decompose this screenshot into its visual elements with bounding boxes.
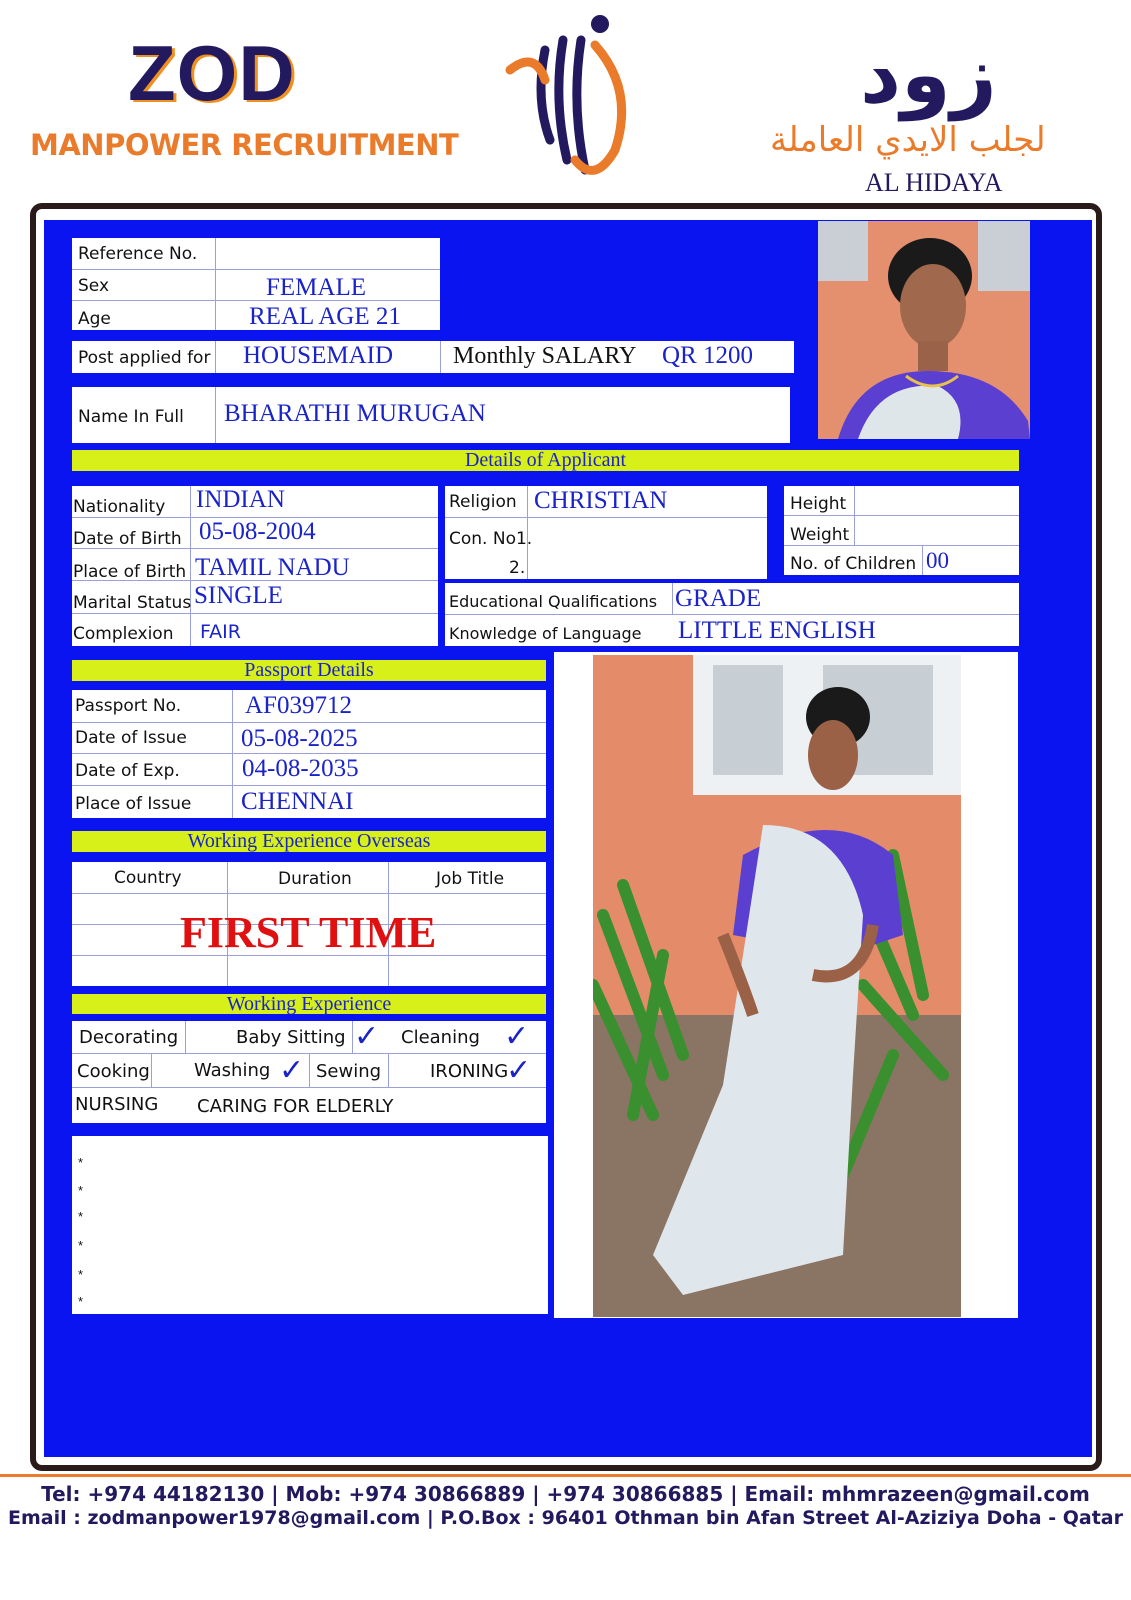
skill-sewing: Sewing [316,1061,382,1082]
footer-divider [0,1474,1131,1477]
basic-info-box [72,238,440,330]
language-value: LITTLE ENGLISH [678,617,876,644]
religion-label: Religion [449,492,517,512]
country-header: Country [114,868,182,888]
washing-check-icon: ✓ [279,1053,305,1088]
skill-washing: Washing [194,1060,271,1081]
date-of-birth-label: Date of Birth [73,529,182,549]
name-label: Name In Full [78,407,184,427]
overseas-experience-heading: Working Experience Overseas [72,831,546,852]
place-of-issue-label: Place of Issue [75,794,192,814]
ironing-check-icon: ✓ [506,1053,532,1088]
passport-no-value: AF039712 [245,692,352,719]
age-value: REAL AGE 21 [249,303,401,330]
post-salary-box [72,341,794,373]
logo-arabic: زود [860,28,997,121]
cleaning-check-icon: ✓ [504,1019,530,1054]
education-language-box [445,583,1019,646]
note-bullet: * [78,1238,84,1253]
monthly-salary-value: QR 1200 [662,342,753,369]
name-box [72,387,790,443]
date-of-exp-label: Date of Exp. [75,761,180,781]
place-of-birth-label: Place of Birth [73,562,187,582]
footer-contact-line-1: Tel: +974 44182130 | Mob: +974 30866889 | +974 30866885 | Email: mhmrazeen@gmail.com [41,1482,1090,1506]
duration-header: Duration [278,869,352,889]
name-value: BHARATHI MURUGAN [224,400,486,427]
complexion-value: FAIR [200,621,241,643]
date-of-birth-value: 05-08-2004 [199,518,316,545]
religion-contact-box [445,486,767,579]
logo-arabic-subtitle: لجلب الايدي العاملة [770,120,1046,160]
details-of-applicant-heading: Details of Applicant [72,450,1019,471]
first-time-note: FIRST TIME [180,908,437,957]
date-of-issue-value: 05-08-2025 [241,725,358,752]
post-applied-value: HOUSEMAID [243,342,393,369]
education-label: Educational Qualifications [449,592,658,611]
logo-al-hidaya: AL HIDAYA [865,168,1003,197]
note-bullet: * [78,1294,84,1309]
logo-zod-text: ZOD [128,29,296,117]
logo-subtitle: MANPOWER RECRUITMENT [30,128,459,162]
applicant-details-left [72,486,438,646]
skills-table [72,1021,546,1123]
job-title-header: Job Title [436,869,505,889]
marital-status-label: Marital Status [73,593,192,613]
applicant-full-photo [593,655,961,1317]
passport-details-box [72,690,546,818]
baby-sitting-check-icon: ✓ [354,1019,380,1054]
marital-status-value: SINGLE [194,582,283,609]
children-label: No. of Children [790,554,917,574]
working-experience-heading: Working Experience [72,994,546,1014]
date-of-exp-value: 04-08-2035 [242,755,359,782]
place-of-birth-value: TAMIL NADU [195,554,350,581]
skill-cooking: Cooking [77,1061,150,1082]
age-label: Age [78,309,111,329]
note-bullet: * [78,1267,84,1282]
note-bullet: * [78,1155,84,1170]
place-of-issue-value: CHENNAI [241,788,354,815]
language-label: Knowledge of Language [449,624,642,643]
note-bullet: * [78,1209,84,1224]
applicant-portrait-photo [818,221,1030,439]
education-value: GRADE [675,585,762,612]
nationality-value: INDIAN [196,486,285,513]
date-of-issue-label: Date of Issue [75,728,187,748]
children-value: 00 [926,548,949,573]
complexion-label: Complexion [73,624,174,644]
passport-no-label: Passport No. [75,696,182,716]
monthly-salary-label: Monthly SALARY [453,343,637,369]
notes-box [72,1136,548,1314]
skill-baby-sitting: Baby Sitting [236,1027,346,1048]
skill-ironing: IRONING [430,1061,509,1082]
sex-value: FEMALE [266,274,366,301]
skill-cleaning: Cleaning [401,1027,480,1048]
nationality-label: Nationality [73,497,166,517]
weight-label: Weight [790,525,850,545]
note-bullet: * [78,1183,84,1198]
brand-logo-icon [505,10,635,180]
post-applied-label: Post applied for [78,348,211,368]
contact-no1-label: Con. No1. [449,529,533,549]
skill-nursing: NURSING [75,1094,159,1115]
skill-caring-for-elderly: CARING FOR ELDERLY [197,1096,394,1117]
religion-value: CHRISTIAN [534,487,668,514]
physical-details-box [784,486,1019,575]
contact-no2-label: 2. [509,558,526,578]
footer-contact-line-2: Email : zodmanpower1978@gmail.com | P.O.Box : 96401 Othman bin Afan Street Al-Aziziya Doha - Qatar [8,1507,1123,1529]
reference-no-label: Reference No. [78,244,198,264]
skill-decorating: Decorating [79,1027,179,1048]
sex-label: Sex [78,276,110,296]
height-label: Height [790,494,847,514]
passport-details-heading: Passport Details [72,660,546,681]
